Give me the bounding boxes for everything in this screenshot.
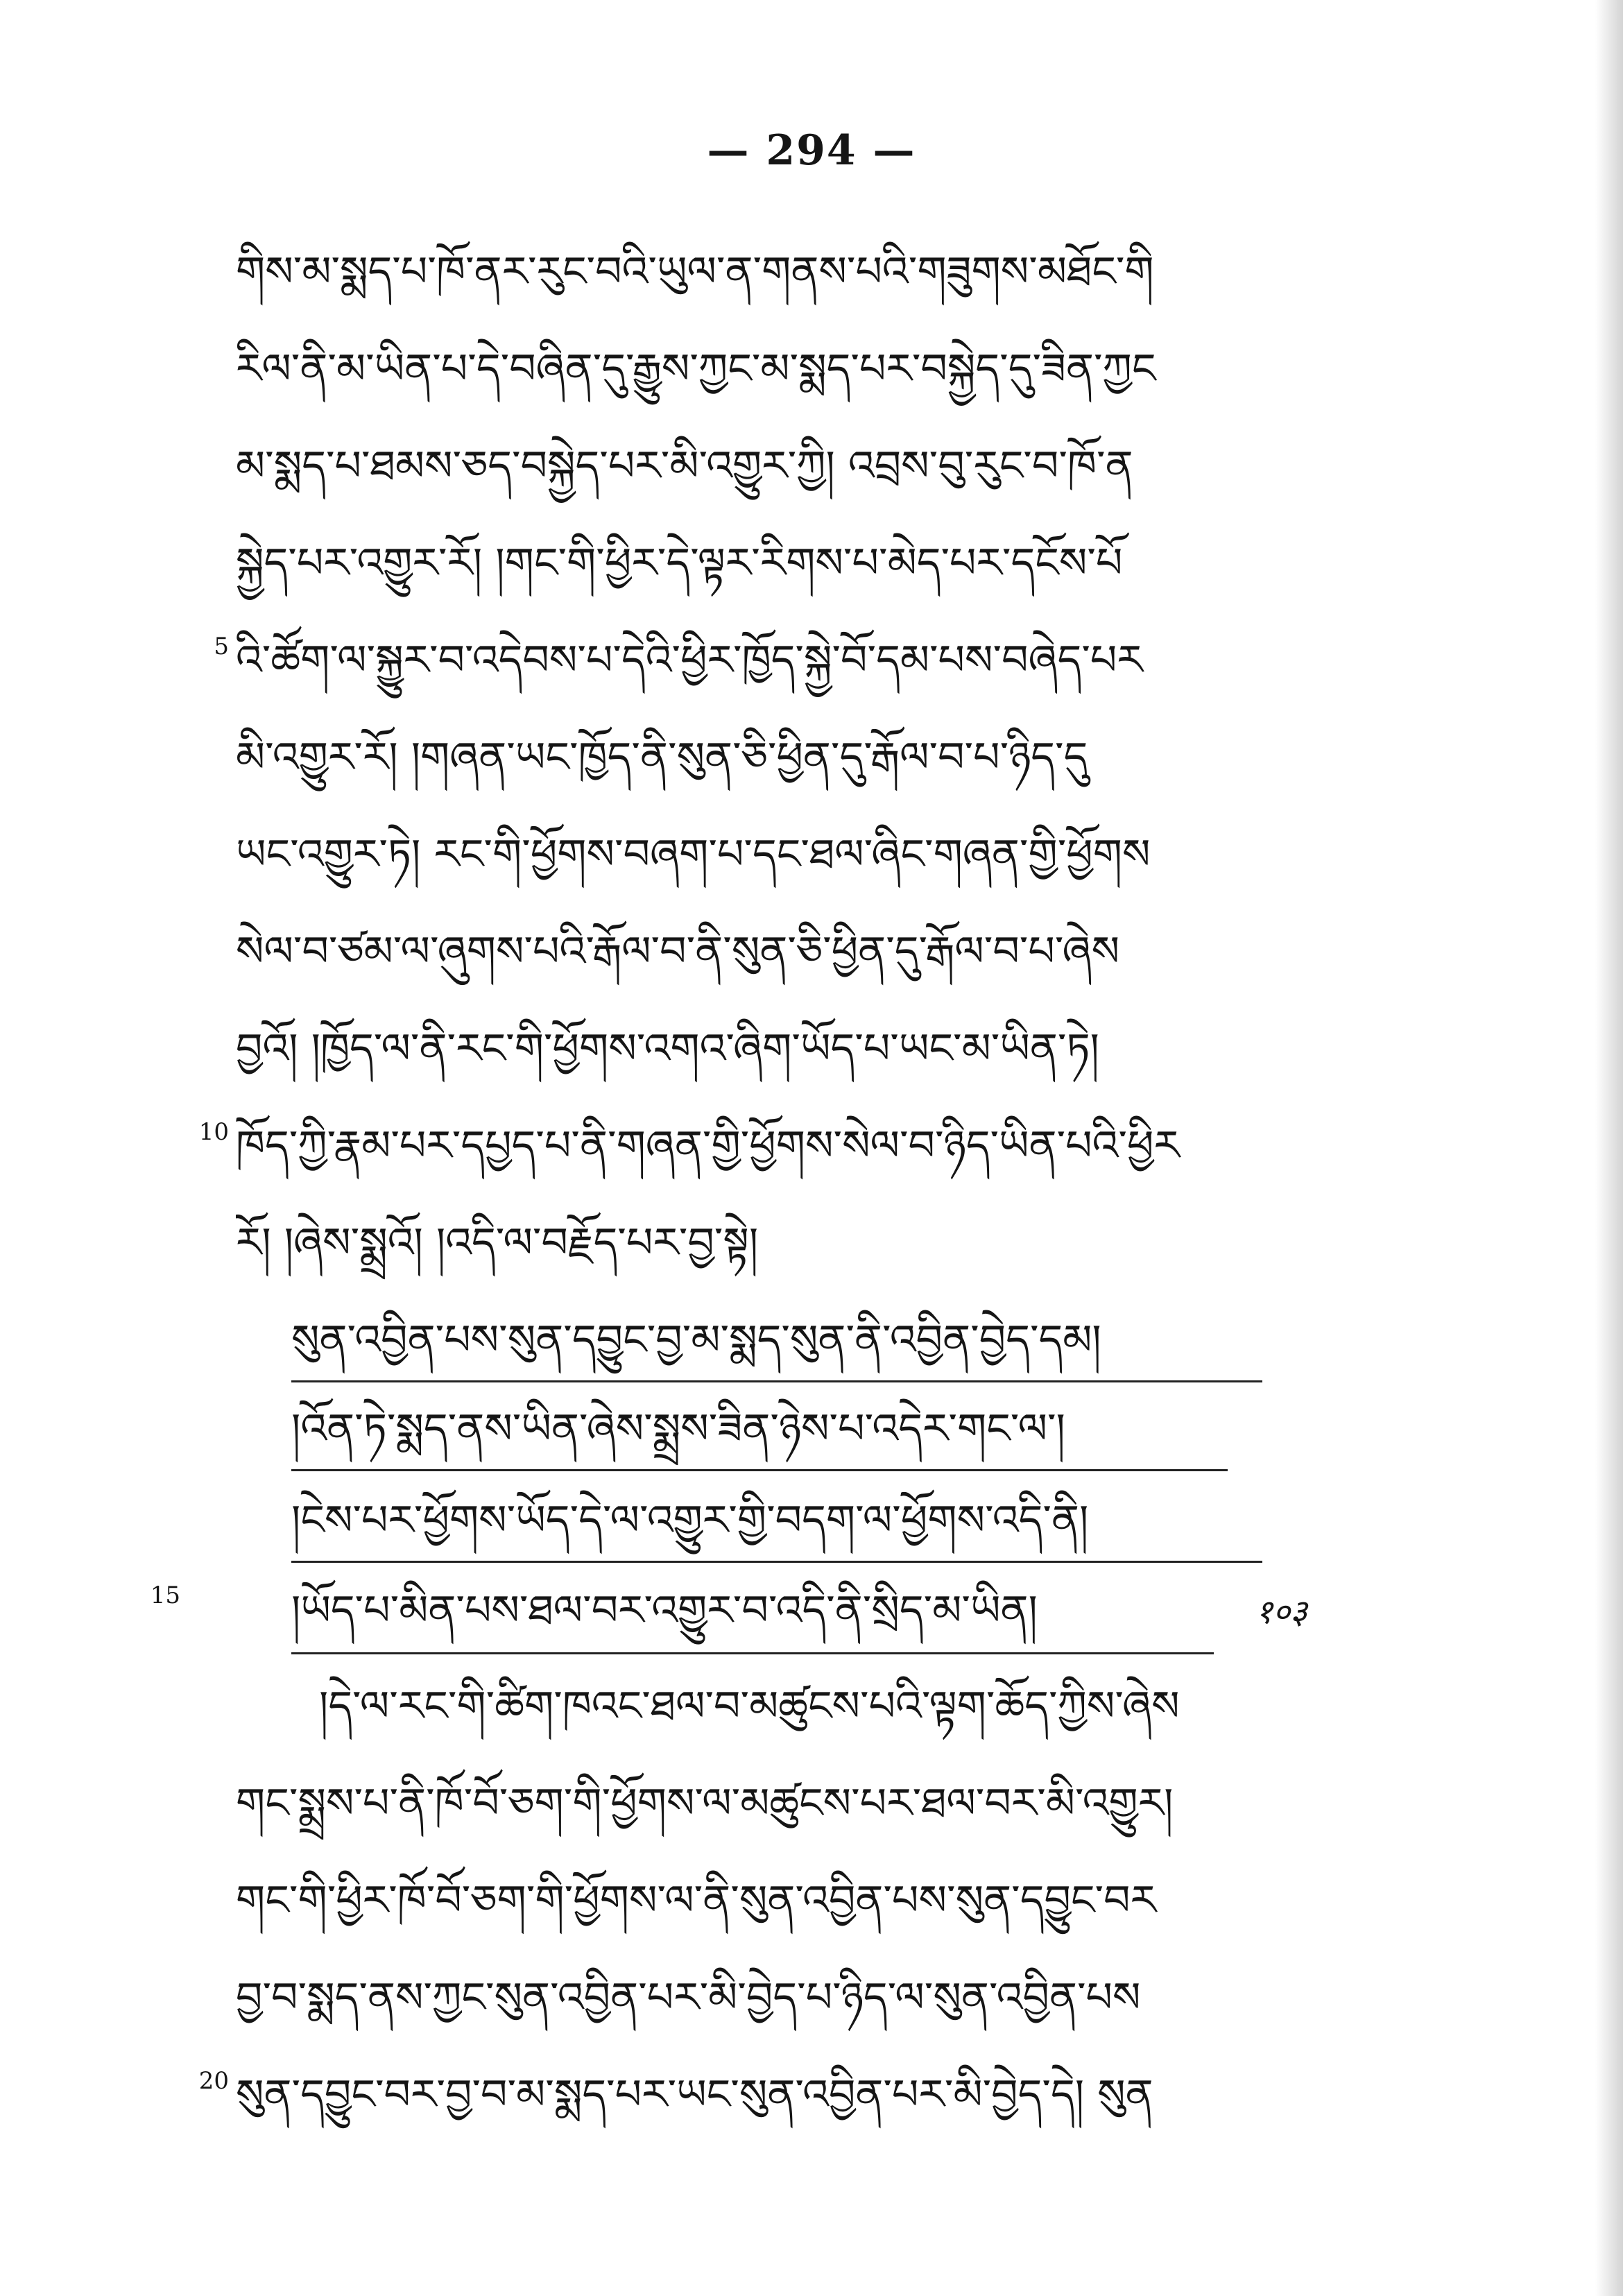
line-number: 15 <box>150 1582 180 1609</box>
text-line: སེལ་བ་ཙམ་ལ་ཞུགས་པའི་རྒོལ་བ་ནི་སུན་ཅི་ཕྱིན་དུ་རྒོལ་བ་པ་ཞེས <box>236 927 1120 976</box>
text-line: བྱའོ། །ཁྱོད་ལ་ནི་རང་གི་ཕྱོགས་འགའ་ཞིག་ཡོད་པ་ཡང་མ་ཡིན་ཏེ། <box>236 1025 1099 1073</box>
text-line: གང་སྨྲས་པ་ནི་ཁོ་བོ་ཅག་གི་ཕྱོགས་ལ་མཚུངས་པར་ཐལ་བར་མི་འགྱུར། <box>236 1779 1174 1828</box>
text-line: སྐྱེད་པར་འགྱུར་རོ། །གང་གི་ཕྱིར་དེ་ལྟར་རིགས་པ་མེད་པར་དངོས་པོ <box>236 539 1123 588</box>
text-line: རོ། །ཞེས་སྨྲའོ། །འདི་ལ་བརྗོད་པར་བྱ་སྟེ། <box>236 1219 759 1267</box>
text-line: སུན་དབྱུང་བར་བྱ་བ་མ་སྨད་པར་ཡང་སུན་འབྱིན་པར་མི་བྱེད་དེ། སུན <box>236 2071 1153 2119</box>
text-line: བྱ་བ་སྨད་ནས་ཀྱང་སུན་འབྱིན་པར་མི་བྱེད་པ་ཉིད་ལ་སུན་འབྱིན་པས <box>236 1973 1141 2022</box>
verse-line: སུན་འབྱིན་པས་སུན་དབྱུང་བྱ་མ་སྨད་སུན་ནི་འབྱིན་བྱེད་དམ། <box>291 1316 1101 1364</box>
text-line: འི་ཚོག་ལ་སྐྱུར་བ་འདེབས་པ་དེའི་ཕྱིར་ཁྱོད་སྐྱེ་བོ་དམ་པས་བཞེད་པར <box>236 636 1143 685</box>
text-line: ཡང་འགྱུར་ཏེ། རང་གི་ཕྱོགས་བཞག་པ་དང་ཐལ་ཞིང་གཞན་གྱི་ཕྱོགས <box>236 830 1151 879</box>
text-line: ཁོད་ཀྱི་རྣམ་པར་དཔྱད་པ་ནི་གཞན་གྱི་ཕྱོགས་སེལ་བ་ཉིད་ཡིན་པའི་ཕྱིར <box>236 1122 1180 1170</box>
verse-underline <box>291 1380 1262 1382</box>
text-line: མ་སྨད་པ་ཐམས་ཅད་བསྐྱེད་པར་མི་འགྱུར་ཀྱི། འབྲས་བུ་རུང་བ་ཁོ་ན <box>236 442 1133 490</box>
marginal-folio-note: १०३ <box>1255 1593 1307 1631</box>
line-number: 5 <box>214 633 229 660</box>
verse-line: །འོན་ཏེ་སྨད་ནས་ཡིན་ཞེས་སྨྲས་ཟིན་ཉེས་པ་འདེར་གང་ལ་། <box>291 1405 1065 1453</box>
verse-underline <box>291 1652 1214 1654</box>
line-number: 20 <box>198 2067 229 2095</box>
verse-line: །ངེས་པར་ཕྱོགས་ཡོད་དེ་ལ་འགྱུར་གྱི་བདག་ལ་ཕྱོགས་འདི་ནི། <box>291 1496 1089 1545</box>
text-line: གང་གི་ཕྱིར་ཁོ་བོ་ཅག་གི་ཕྱོགས་ལ་ནི་སུན་འབྱིན་པས་སུན་དབྱུང་བར <box>236 1876 1156 1925</box>
verse-line: །ཡོད་པ་མིན་པས་ཐལ་བར་འགྱུར་བ་འདི་ནི་སྲིད་མ་ཡིན། <box>291 1586 1038 1635</box>
verse-underline <box>291 1561 1262 1563</box>
text-line: གིས་མ་སྨད་པ་ཁོ་ནར་རུང་བའི་ཡུལ་ན་གནས་པའི་གཟུགས་མཐོང་གི <box>236 248 1154 296</box>
page-number: — 294 — <box>707 126 916 175</box>
text-line: །དེ་ལ་རང་གི་ཚིག་ཁའང་ཐལ་བ་མཚུངས་པའི་ལྟག་ཆོད་ཀྱིས་ཞེས <box>319 1682 1180 1731</box>
text-line: མི་འགྱུར་རོ། །གཞན་ཡང་ཁྱོད་ནི་སུན་ཅི་ཕྱིན་དུ་རྒོལ་བ་པ་ཉིད་དུ <box>236 733 1088 782</box>
verse-underline <box>291 1469 1228 1471</box>
line-number: 10 <box>198 1118 229 1146</box>
scan-edge-shadow <box>1595 0 1623 2296</box>
text-line: རིལ་ནི་མ་ཡིན་པ་དེ་བཞིན་དུ་རྒྱུས་ཀྱང་མ་སྨད་པར་བསྐྱེད་དུ་ཟིན་ཀྱང <box>236 345 1156 393</box>
